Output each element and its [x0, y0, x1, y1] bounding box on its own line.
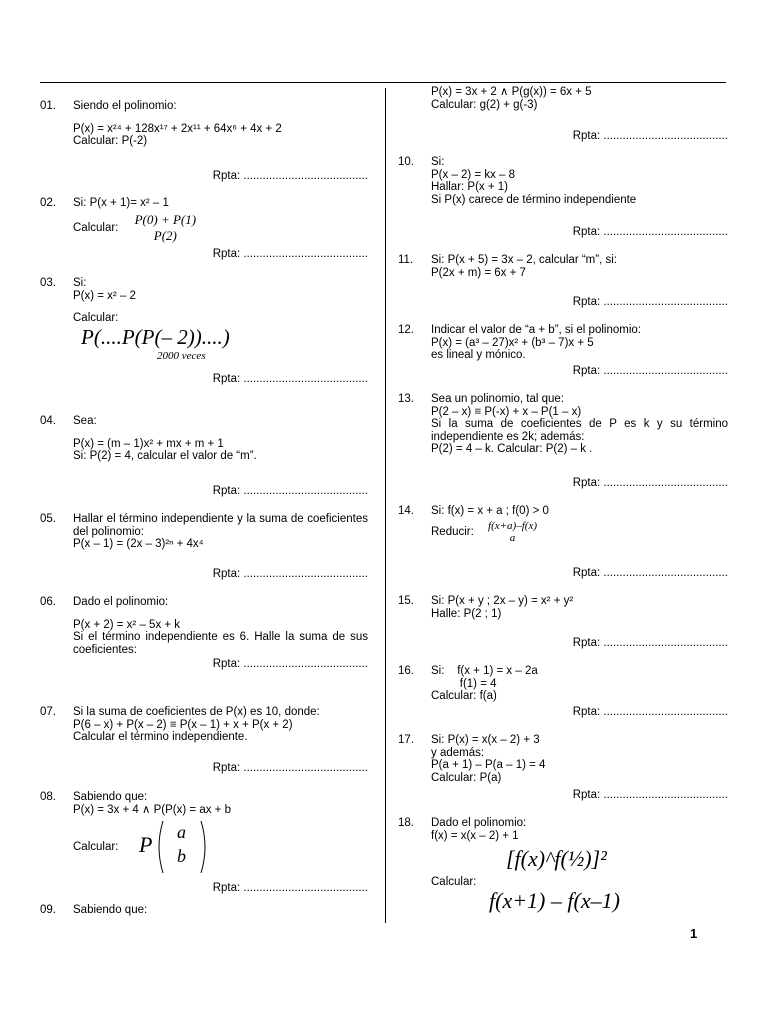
- answer-line: Rpta: .......................................: [572, 130, 728, 142]
- nested-expression: P(....P(P(– 2))....): [81, 324, 230, 349]
- problem-number: 01.: [40, 100, 56, 112]
- problem-number: 16.: [398, 665, 414, 677]
- problem-text: Si: P(x + y ; 2x – y) = x² + y²: [431, 595, 574, 607]
- problem-number: 13.: [398, 393, 414, 405]
- problem-text: P(x) = 3x + 2 ∧ P(g(x)) = 6x + 5: [431, 86, 592, 98]
- problem-number: 11.: [398, 254, 414, 266]
- answer-line: Rpta: .......................................: [572, 296, 728, 308]
- fraction: [132, 212, 199, 244]
- problem-text: Calcular: f(a): [431, 690, 497, 702]
- problem-number: 09.: [40, 904, 56, 916]
- problem-text: Sea un polinomio, tal que:: [431, 393, 564, 405]
- problem-text: P(2x + m) = 6x + 7: [431, 266, 526, 279]
- answer-line: Rpta: .......................................: [572, 637, 728, 649]
- left-paren: [153, 820, 165, 874]
- fraction-numerator: P(0) + P(1): [134, 211, 197, 227]
- problem-text: P(2 – x) ≡ P(-x) + x – P(1 – x): [431, 405, 582, 418]
- fraction-denominator: f(x+1) – f(x–1): [489, 888, 620, 913]
- answer-line: Rpta: .......................................: [212, 882, 368, 894]
- answer-line: Rpta: .......................................: [212, 170, 368, 182]
- right-paren: [199, 820, 211, 874]
- matrix-bottom: b: [177, 846, 186, 866]
- problem-text: Si la suma de coeficientes de P(x) es 10, donde:: [73, 706, 320, 718]
- problem-text: Calcular: P(a): [431, 771, 502, 784]
- answer-line: Rpta: .......................................: [212, 248, 368, 260]
- problem-text: Si: P(2) = 4, calcular el valor de “m”.: [73, 450, 257, 462]
- fraction-numerator: f(x+a)–f(x): [488, 519, 537, 532]
- problem-number: 03.: [40, 277, 56, 289]
- problem-number: 17.: [398, 734, 414, 746]
- problem-text: Calcular el término independiente.: [73, 731, 248, 743]
- problem-text: f(x) = x(x – 2) + 1: [431, 829, 519, 842]
- problem-text: Si:: [73, 277, 87, 289]
- problem-text: P(a + 1) – P(a – 1) = 4: [431, 759, 546, 771]
- fraction: [485, 520, 540, 544]
- answer-line: Rpta: .......................................: [572, 706, 728, 718]
- problem-number: 07.: [40, 706, 56, 718]
- problem-text: Si: P(x + 1)= x² – 1: [73, 197, 169, 209]
- problem-text: Sabiendo que:: [73, 904, 148, 916]
- problem-text: f(1) = 4: [431, 677, 497, 690]
- answer-line: Rpta: .......................................: [572, 789, 728, 801]
- problem-text: y además:: [431, 746, 485, 759]
- problem-text: Calcular: g(2) + g(-3): [431, 98, 538, 111]
- problem-text: Dado el polinomio:: [73, 596, 169, 608]
- problem-text: P(x) = x²⁴ + 128x¹⁷ + 2x¹¹ + 64x⁶ + 4x + 2: [73, 122, 282, 135]
- answer-line: Rpta: .......................................: [212, 762, 368, 774]
- problem-number: 04.: [40, 415, 56, 427]
- problem-text: Si P(x) carece de término independiente: [431, 193, 637, 206]
- problem-text: P(x + 2) = x² – 5x + k: [73, 618, 181, 631]
- answer-line: Rpta: .......................................: [212, 373, 368, 385]
- problem-text: Hallar: P(x + 1): [431, 181, 509, 193]
- problem-number: 02.: [40, 197, 56, 209]
- matrix-top: a: [177, 822, 186, 842]
- problem-text: Si:: [431, 156, 445, 168]
- answer-line: Rpta: .......................................: [212, 485, 368, 497]
- problem-number: 06.: [40, 596, 56, 608]
- problem-text: P(x) = (a³ – 27)x² + (b³ – 7)x + 5: [431, 336, 594, 349]
- problem-text: Si: f(x) = x + a ; f(0) > 0: [431, 505, 549, 517]
- problem-text: P(x) = (m – 1)x² + mx + m + 1: [73, 437, 224, 450]
- expression-note: 2000 veces: [157, 349, 206, 362]
- answer-line: Rpta: .......................................: [572, 567, 728, 579]
- problem-text: Dado el polinomio:: [431, 817, 527, 829]
- problem-number: 05.: [40, 513, 56, 525]
- problem-number: 08.: [40, 791, 56, 803]
- problem-number: 18.: [398, 817, 414, 829]
- answer-line: Rpta: .......................................: [572, 226, 728, 238]
- problem-text: P(x – 1) = (2x – 3)²ⁿ + 4x⁴: [73, 538, 204, 550]
- calc-label: Calcular:: [431, 876, 477, 888]
- problem-text: Si: P(x) = x(x – 2) + 3: [431, 734, 540, 746]
- top-rule: [40, 82, 726, 83]
- problem-text: P(2) = 4 – k. Calcular: P(2) – k .: [431, 443, 593, 455]
- problem-text: Si el término independiente es 6. Halle la suma de sus coeficientes:: [73, 631, 368, 656]
- problem-text: Calcular: P(-2): [73, 135, 148, 147]
- problem-text: P(x) = x² – 2: [73, 289, 136, 302]
- problem-text: Siendo el polinomio:: [73, 100, 177, 112]
- problem-text: P(x) = 3x + 4 ∧ P(P(x) = ax + b: [73, 803, 231, 816]
- answer-line: Rpta: .......................................: [212, 568, 368, 580]
- fraction-denominator: P(2): [153, 227, 177, 243]
- problem-text: Halle: P(2 ; 1): [431, 607, 502, 620]
- fraction-numerator: [f(x)^f(½)]²: [506, 846, 607, 871]
- problem-text: Si la suma de coeficientes de P es k y su término independiente es 2k; además:: [431, 418, 728, 443]
- problem-text: Sea:: [73, 415, 97, 427]
- problem-text: P(6 – x) + P(x – 2) ≡ P(x – 1) + x + P(x + 2): [73, 718, 293, 731]
- problem-text: Hallar el término independiente y la suma de coeficientes del polinomio:: [73, 513, 368, 538]
- p-symbol: P: [139, 832, 153, 857]
- calc-label: Calcular:: [73, 221, 119, 234]
- problem-text: es lineal y mónico.: [431, 349, 526, 361]
- problem-number: 12.: [398, 324, 414, 336]
- answer-line: Rpta: .......................................: [212, 658, 368, 670]
- problem-text: P(x – 2) = kx – 8: [431, 168, 516, 181]
- page-number: 1: [690, 926, 698, 941]
- problem-text: Si: P(x + 5) = 3x – 2, calcular “m”, si:: [431, 254, 617, 266]
- problem-text: Indicar el valor de “a + b”, si el polinomio:: [431, 324, 641, 336]
- fraction-denominator: a: [509, 531, 516, 544]
- answer-line: Rpta: .......................................: [572, 365, 728, 377]
- problem-number: 14.: [398, 505, 414, 517]
- problem-text: Calcular:: [73, 312, 119, 324]
- answer-line: Rpta: .......................................: [572, 477, 728, 489]
- calc-label: Reducir:: [431, 525, 474, 538]
- problem-text: Sabiendo que:: [73, 791, 148, 803]
- problem-text: Si: f(x + 1) = x – 2a: [431, 665, 538, 677]
- column-divider: [385, 88, 386, 923]
- problem-number: 10.: [398, 156, 414, 168]
- problem-number: 15.: [398, 595, 414, 607]
- calc-label: Calcular:: [73, 841, 119, 853]
